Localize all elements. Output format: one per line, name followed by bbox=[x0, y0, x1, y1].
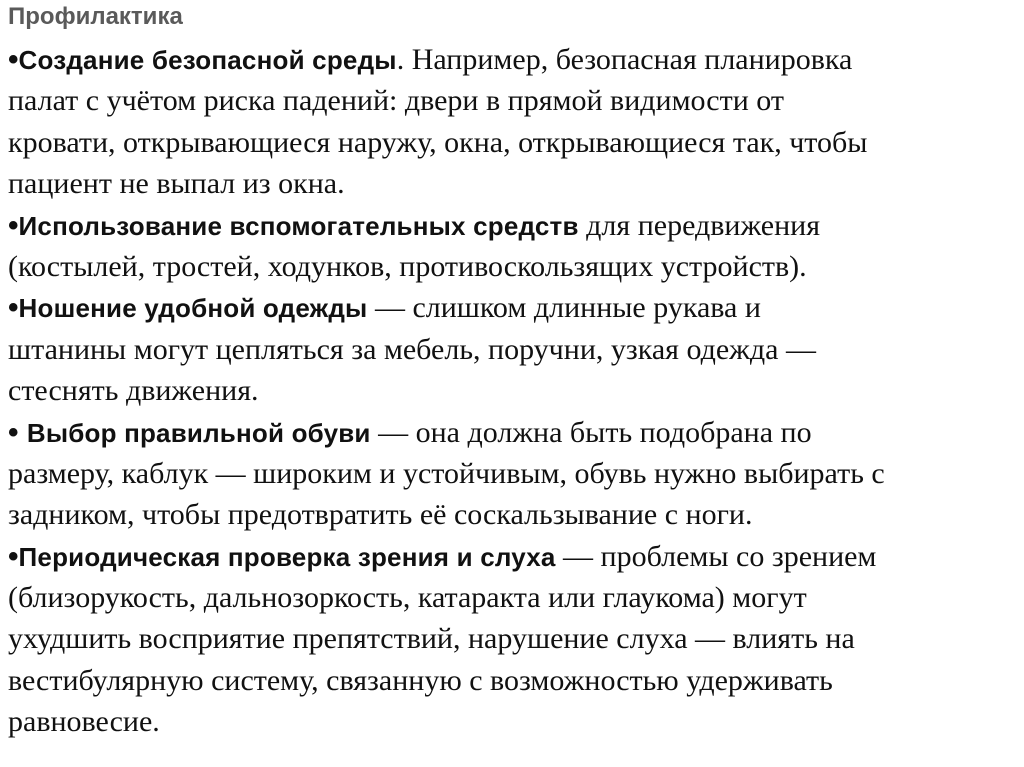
paragraph-line bbox=[8, 536, 1016, 577]
item-text: для передвижения bbox=[578, 208, 821, 242]
item-text: . Например, безопасная планировка bbox=[396, 43, 853, 76]
item-heading: Периодическая проверка зрения и слуха bbox=[18, 541, 556, 572]
list-item-vision-hearing-check bbox=[8, 536, 1016, 743]
paragraph-line: размеру, каблук — широким и устойчивым, обувь нужно выбирать с bbox=[8, 456, 885, 490]
list-item-safe-environment bbox=[8, 39, 1016, 205]
paragraph-line bbox=[8, 412, 1016, 453]
paragraph-line: стеснять движения. bbox=[8, 374, 259, 408]
paragraph-line bbox=[8, 205, 1016, 246]
paragraph-line: кровати, открывающиеся наружу, окна, открывающиеся так, чтобы bbox=[8, 125, 868, 159]
bullet-icon: • bbox=[8, 43, 19, 76]
slide-title: Профилактика bbox=[8, 3, 183, 30]
paragraph-line: (близорукость, дальнозоркость, катаракта или глаукома) могут bbox=[8, 581, 807, 615]
item-heading: Использование вспомогательных средств bbox=[18, 210, 579, 241]
item-text: — проблемы со зрением bbox=[555, 539, 877, 573]
item-heading: Создание безопасной среды bbox=[18, 45, 397, 75]
item-text: — она должна быть подобрана по bbox=[370, 415, 812, 449]
bullet-icon: • bbox=[8, 539, 19, 573]
bullet-icon: • bbox=[8, 291, 19, 325]
paragraph-line: задником, чтобы предотвратить её соскальзывание с ноги. bbox=[8, 498, 753, 532]
item-text: — слишком длинные рукава и bbox=[367, 291, 761, 325]
paragraph-line: пациент не выпал из окна. bbox=[8, 167, 345, 201]
slide-body bbox=[8, 39, 1016, 743]
paragraph-line bbox=[8, 287, 1016, 328]
list-item-comfortable-clothing bbox=[8, 287, 1016, 411]
paragraph-line: штанины могут цепляться за мебель, поручни, узкая одежда — bbox=[8, 332, 816, 366]
paragraph-line bbox=[8, 39, 1016, 80]
paragraph-line: (костылей, тростей, ходунков, противоскользящих устройств). bbox=[8, 249, 807, 283]
paragraph-line: равновесие. bbox=[8, 705, 160, 739]
paragraph-line: палат с учётом риска падений: двери в прямой видимости от bbox=[8, 84, 785, 118]
bullet-icon: • bbox=[8, 415, 27, 449]
paragraph-line: ухудшить восприятие препятствий, нарушение слуха — влиять на bbox=[8, 622, 855, 656]
item-heading: Выбор правильной обуви bbox=[26, 417, 371, 448]
paragraph-line: вестибулярную систему, связанную с возможностью удерживать bbox=[8, 663, 833, 697]
list-item-assistive-devices bbox=[8, 205, 1016, 288]
list-item-proper-footwear bbox=[8, 412, 1016, 536]
bullet-icon: • bbox=[8, 208, 19, 242]
item-heading: Ношение удобной одежды bbox=[18, 293, 368, 324]
